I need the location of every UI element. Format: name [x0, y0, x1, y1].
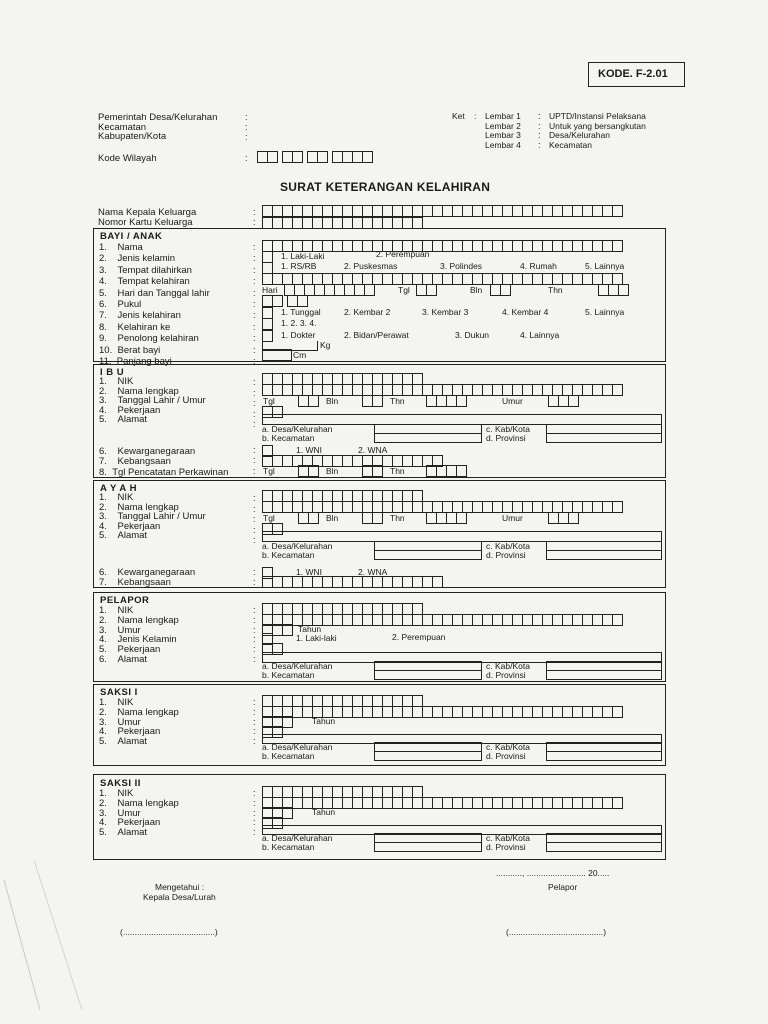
bayi-row-2: 2. Jenis kelamin	[99, 253, 176, 265]
bayi-bln-label: Bln	[470, 285, 483, 295]
ayah-kebangsaan-input[interactable]	[262, 576, 443, 588]
bayi-jenis-opt-5: 5. Lainnya	[585, 307, 625, 317]
bayi-heading: BAYI / ANAK	[100, 231, 163, 242]
bayi-kg-label: Kg	[320, 340, 331, 350]
ibu-tgl-input[interactable]	[298, 395, 319, 407]
signature-left: (.......................................)	[120, 927, 218, 937]
bayi-hari-label: Hari	[262, 285, 278, 295]
bayi-kelahiran-ke-opts: 1. 2. 3. 4.	[281, 318, 317, 328]
bayi-tgl-label: Tgl	[398, 285, 410, 295]
ibu-row-8: 8. Tgl Pencatatan Perkawinan	[99, 467, 229, 478]
ayah-row-1: 1. NIK	[99, 492, 134, 503]
ayah-kec-input[interactable]	[374, 550, 482, 560]
pelapor-sign-label: Pelapor	[548, 882, 578, 892]
ibu-row-7: 7. Kebangsaan	[99, 455, 171, 467]
ibu-tgl-kawin-input[interactable]	[298, 465, 319, 477]
saksi2-tahun-label: Tahun	[312, 807, 336, 817]
pelapor-row-6: 6. Alamat	[99, 653, 148, 665]
ibu-row-1: 1. NIK	[99, 376, 134, 387]
pelapor-jk-opt-2: 2. Perempuan	[392, 632, 446, 642]
saksi1-prov-label: d. Provinsi	[486, 751, 526, 761]
ibu-kec-input[interactable]	[374, 433, 482, 443]
ayah-row-2: 2. Nama lengkap	[99, 501, 179, 513]
saksi2-row-1: 1. NIK	[99, 788, 134, 799]
ket-lembar-3: Lembar 3	[485, 130, 521, 140]
saksi1-row-5: 5. Alamat	[99, 736, 148, 748]
kepala-desa-label: Kepala Desa/Lurah	[143, 892, 216, 902]
ibu-wni-opt: 1. WNI	[296, 445, 322, 455]
ibu-row-5: 5. Alamat	[99, 414, 148, 425]
saksi1-row-4: 4. Pekerjaan	[99, 726, 161, 738]
saksi2-row-5: 5. Alamat	[99, 827, 148, 839]
ibu-tgl-kawin-label: Tgl	[263, 466, 275, 476]
saksi2-kec-input[interactable]	[374, 842, 482, 852]
pelapor-row-5: 5. Pekerjaan	[99, 644, 161, 656]
ayah-thn-label: Thn	[390, 513, 405, 523]
saksi1-tahun-label: Tahun	[312, 716, 336, 726]
bayi-bln-input[interactable]	[490, 284, 511, 296]
bayi-row-4: 4. Tempat kelahiran	[99, 276, 190, 288]
ayah-kab-label: c. Kab/Kota	[486, 541, 530, 551]
ayah-row-6: 6. Kewarganegaraan	[99, 567, 196, 578]
bayi-tgl-input[interactable]	[416, 284, 437, 296]
ayah-tgl-input[interactable]	[298, 512, 319, 524]
ayah-kec-label: b. Kecamatan	[262, 550, 315, 560]
ibu-prov-label: d. Provinsi	[486, 433, 526, 443]
saksi2-kec-label: b. Kecamatan	[262, 842, 315, 852]
ayah-desa-label: a. Desa/Kelurahan	[262, 541, 333, 551]
bayi-row-7: 7. Jenis kelahiran	[99, 310, 181, 322]
ayah-heading: A Y A H	[100, 483, 137, 494]
ayah-wni-opt: 1. WNI	[296, 567, 322, 577]
pelapor-kec-input[interactable]	[374, 670, 482, 680]
pelapor-desa-label: a. Desa/Kelurahan	[262, 661, 333, 671]
pelapor-row-1: 1. NIK	[99, 605, 134, 616]
ibu-row-2: 2. Nama lengkap	[99, 385, 179, 397]
pelapor-row-3: 3. Umur	[99, 624, 141, 636]
bayi-row-8: 8. Kelahiran ke	[99, 321, 171, 333]
bayi-pukul-input[interactable]	[262, 295, 308, 307]
ayah-prov-label: d. Provinsi	[486, 550, 526, 560]
ibu-bln-kawin-label: Bln	[326, 466, 339, 476]
bayi-jenis-opt-3: 3. Kembar 3	[422, 307, 469, 317]
saksi1-kec-label: b. Kecamatan	[262, 751, 315, 761]
ayah-umur-input[interactable]	[548, 512, 579, 524]
ibu-thn-input[interactable]	[426, 395, 467, 407]
ket-to-2: Untuk yang bersangkutan	[549, 121, 646, 131]
ibu-bln-label: Bln	[326, 396, 339, 406]
saksi2-heading: SAKSI II	[100, 778, 141, 789]
bayi-penolong-opt-3: 3. Dukun	[455, 330, 490, 340]
ibu-row-3: 3. Tanggal Lahir / Umur	[99, 395, 206, 406]
saksi1-heading: SAKSI I	[100, 687, 138, 698]
pelapor-row-4: 4. Jenis Kelamin	[99, 634, 177, 646]
ibu-bln-input[interactable]	[362, 395, 383, 407]
ayah-thn-input[interactable]	[426, 512, 467, 524]
bayi-jk-opt-2: 2. Perempuan	[376, 249, 430, 259]
pelapor-kab-label: c. Kab/Kota	[486, 661, 530, 671]
ayah-prov-input[interactable]	[546, 550, 662, 560]
ayah-row-4: 4. Pekerjaan	[99, 520, 161, 532]
ket-to-3: Desa/Kelurahan	[549, 130, 610, 140]
mengetahui-label: Mengetahui :	[155, 882, 205, 892]
ibu-thn-label: Thn	[390, 396, 405, 406]
bayi-tempat-opt-5: 5. Lainnya	[585, 261, 625, 271]
bayi-penolong-opt-4: 4. Lainnya	[520, 330, 560, 340]
ibu-kebangsaan-input[interactable]	[262, 455, 443, 467]
pelapor-prov-label: d. Provinsi	[486, 670, 526, 680]
ket-to-1: UPTD/Instansi Pelaksana	[549, 111, 646, 121]
kecamatan-label: Kecamatan	[98, 122, 147, 133]
saksi1-kec-input[interactable]	[374, 751, 482, 761]
bayi-row-10: 10. Berat bayi	[99, 344, 161, 356]
pemerintah-label: Pemerintah Desa/Kelurahan	[98, 112, 218, 123]
saksi1-desa-label: a. Desa/Kelurahan	[262, 742, 333, 752]
bayi-thn-input[interactable]	[598, 284, 629, 296]
saksi2-desa-label: a. Desa/Kelurahan	[262, 833, 333, 843]
signature-right: (........................................)	[506, 927, 607, 937]
bayi-kelahiran-ke-box[interactable]	[262, 318, 273, 330]
kode-wilayah-label: Kode Wilayah	[98, 153, 157, 164]
ayah-umur-label: Umur	[502, 513, 523, 523]
ibu-kec-label: b. Kecamatan	[262, 433, 315, 443]
ayah-bln-input[interactable]	[362, 512, 383, 524]
bayi-row-6: 6. Pukul	[99, 299, 142, 311]
ibu-umur-label: Umur	[502, 396, 523, 406]
ayah-row-5: 5. Alamat	[99, 530, 148, 541]
ayah-bln-label: Bln	[326, 513, 339, 523]
bayi-jenis-opt-1: 1. Tunggal	[281, 307, 321, 317]
ibu-kab-label: c. Kab/Kota	[486, 424, 530, 434]
page-title: SURAT KETERANGAN KELAHIRAN	[280, 180, 491, 194]
pelapor-jk-opt-1: 1. Laki-laki	[296, 633, 337, 643]
saksi2-row-2: 2. Nama lengkap	[99, 797, 179, 809]
pelapor-row-2: 2. Nama lengkap	[99, 614, 179, 626]
bayi-jenis-opt-2: 2. Kembar 2	[344, 307, 391, 317]
saksi2-prov-input[interactable]	[546, 842, 662, 852]
bayi-thn-label: Thn	[548, 285, 563, 295]
ibu-wna-opt: 2. WNA	[358, 445, 388, 455]
pelapor-tahun-label: Tahun	[298, 624, 322, 634]
saksi2-row-4: 4. Pekerjaan	[99, 817, 161, 829]
bayi-jk-opt-1: 1. Laki-Laki	[281, 251, 325, 261]
saksi1-prov-input[interactable]	[546, 751, 662, 761]
pelapor-kec-label: b. Kecamatan	[262, 670, 315, 680]
ket-colon: :	[474, 111, 477, 121]
ibu-row-6: 6. Kewarganegaraan	[99, 446, 196, 457]
ibu-bln-kawin-input[interactable]	[362, 465, 383, 477]
date-line: ..........., ......................... 20.....	[496, 868, 610, 878]
ibu-prov-input[interactable]	[546, 433, 662, 443]
ayah-row-3: 3. Tanggal Lahir / Umur	[99, 511, 206, 522]
scan-artifact	[0, 860, 100, 1020]
pelapor-heading: PELAPOR	[100, 595, 150, 606]
bayi-tempat-opt-2: 2. Puskesmas	[344, 261, 398, 271]
ayah-wna-opt: 2. WNA	[358, 567, 388, 577]
ibu-row-4: 4. Pekerjaan	[99, 404, 161, 416]
ibu-desa-label: a. Desa/Kelurahan	[262, 424, 333, 434]
ibu-thn-kawin-input[interactable]	[426, 465, 467, 477]
ket-lembar-1: Lembar 1	[485, 111, 521, 121]
ket-label: Ket	[452, 111, 465, 121]
bayi-cm-label: Cm	[293, 350, 307, 360]
bayi-row-11: 11. Panjang bayi	[99, 356, 172, 368]
ket-lembar-2: Lembar 2	[485, 121, 521, 131]
ayah-row-7: 7. Kebangsaan	[99, 576, 171, 588]
form-code: KODE. F-2.01	[598, 68, 668, 80]
bayi-jenis-opt-4: 4. Kembar 4	[502, 307, 549, 317]
ket-to-4: Kecamatan	[549, 140, 592, 150]
saksi2-row-3: 3. Umur	[99, 807, 141, 819]
saksi1-row-1: 1. NIK	[99, 697, 134, 708]
bayi-tempat-opt-3: 3. Polindes	[440, 261, 483, 271]
kk-nomor-label: Nomor Kartu Keluarga	[98, 217, 193, 228]
ayah-tgl-label: Tgl	[263, 513, 275, 523]
bayi-tempat-opt-1: 1. RS/RB	[281, 261, 317, 271]
saksi1-row-2: 2. Nama lengkap	[99, 706, 179, 718]
saksi2-prov-label: d. Provinsi	[486, 842, 526, 852]
bayi-row-3: 3. Tempat dilahirkan	[99, 264, 192, 276]
bayi-tempat-opt-4: 4. Rumah	[520, 261, 557, 271]
ibu-tgl-label: Tgl	[263, 396, 275, 406]
ibu-thn-kawin-label: Thn	[390, 466, 405, 476]
bayi-panjang-input[interactable]	[262, 349, 292, 361]
ibu-umur-input[interactable]	[548, 395, 579, 407]
ibu-heading: I B U	[100, 367, 125, 378]
bayi-row-5: 5. Hari dan Tanggal lahir	[99, 287, 210, 299]
bayi-row-1: 1. Nama	[99, 242, 143, 253]
saksi1-row-3: 3. Umur	[99, 716, 141, 728]
pelapor-prov-input[interactable]	[546, 670, 662, 680]
bayi-penolong-opt-1: 1. Dokter	[281, 330, 316, 340]
kabupaten-label: Kabupaten/Kota	[98, 131, 167, 142]
kk-nama-label: Nama Kepala Keluarga	[98, 207, 197, 218]
bayi-penolong-opt-2: 2. Bidan/Perawat	[344, 330, 409, 340]
kk-nama-input[interactable]	[262, 205, 623, 217]
ket-lembar-4: Lembar 4	[485, 140, 521, 150]
kode-wilayah-input[interactable]	[257, 151, 373, 163]
bayi-row-9: 9. Penolong kelahiran	[99, 333, 199, 345]
saksi2-kab-label: c. Kab/Kota	[486, 833, 530, 843]
saksi1-kab-label: c. Kab/Kota	[486, 742, 530, 752]
